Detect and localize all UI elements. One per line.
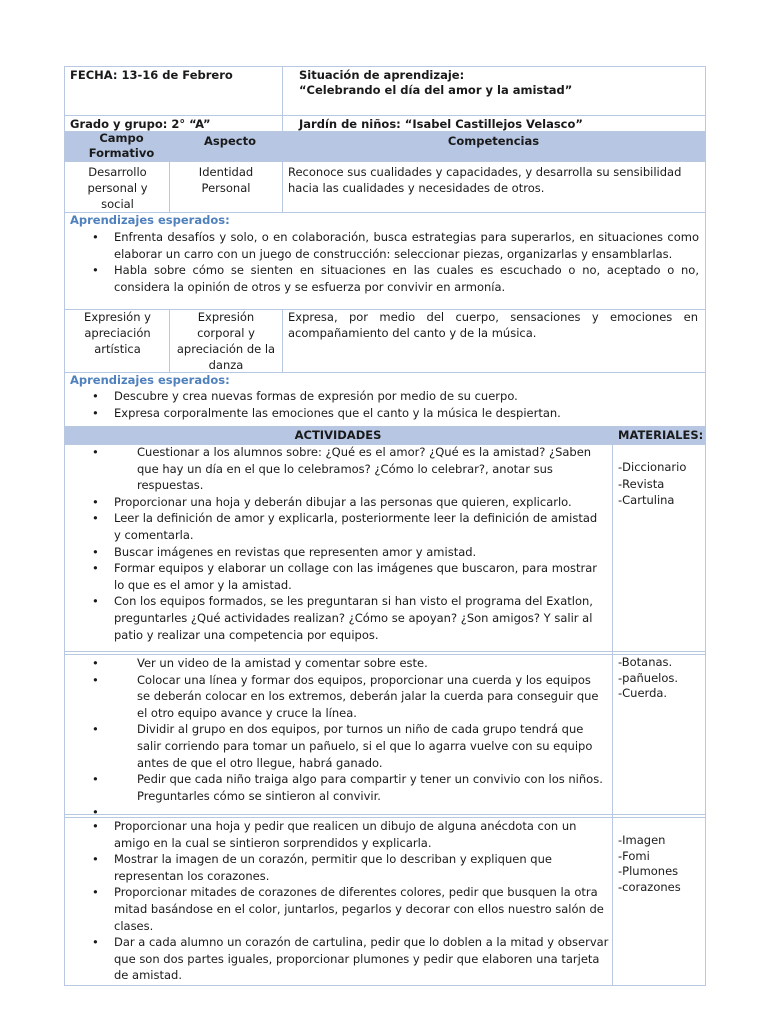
list-item: • Expresa corporalmente las emociones que el canto y la música le despiertan. (64, 405, 699, 422)
activities-list-3 (64, 818, 609, 984)
row2-aspecto: Expresión corporal y apreciación de la danza (176, 310, 276, 372)
list-item: • Proporcionar una hoja y pedir que realicen un dibujo de alguna anécdota con un amigo en la cual se sintieron sorprendidos y explicarla. (64, 818, 609, 851)
aprendizajes-label-1: Aprendizajes esperados: (70, 213, 230, 227)
material-item: -corazones (618, 879, 681, 894)
materials-list-1 (618, 459, 686, 509)
list-item: • Habla sobre cómo se sienten en situaciones en las cuales es escuchado o no, aceptado o no, considera la opinión de otros y se esfuerza por convivir en armonía. (64, 262, 699, 295)
fecha-label: FECHA: 13-16 de Febrero (70, 68, 233, 82)
activities-list-2 (64, 655, 604, 821)
aprendizajes-list-1 (64, 229, 699, 295)
aprendizajes-list-2 (64, 388, 699, 421)
list-item: • Buscar imágenes en revistas que representen amor y amistad. (64, 544, 604, 561)
activities-list-1 (64, 444, 604, 643)
col-actividades: ACTIVIDADES (294, 428, 382, 442)
jardin-name: Jardín de niños: “Isabel Castillejos Velasco” (299, 117, 583, 131)
list-item: • Formar equipos y elaborar un collage con las imágenes que buscaron, para mostrar lo que es el amor y la amistad. (64, 560, 604, 593)
list-item: • Cuestionar a los alumnos sobre: ¿Qué es el amor? ¿Qué es la amistad? ¿Saben que hay un día en el que lo celebramos? ¿Cómo lo celebrar?, anotar sus respuestas. (64, 444, 604, 494)
material-item: -Fomi (618, 848, 650, 863)
col-competencias: Competencias (447, 134, 540, 148)
col-campo-formativo: Campo Formativo (88, 131, 155, 160)
row1-aspecto: Identidad Personal (198, 165, 254, 195)
list-item: • Pedir que cada niño traiga algo para compartir y tener un convivio con los niños. Preguntarles cómo se sintieron al convivir. (64, 771, 604, 804)
material-item: -Cartulina (618, 493, 675, 507)
material-item: -Plumones (618, 864, 679, 878)
materials-list-3 (618, 833, 681, 895)
list-item: • Leer la definición de amor y explicarla, posteriormente leer la definición de amistad y comentarla. (64, 510, 604, 543)
list-item: • Proporcionar una hoja y deberán dibujar a las personas que quieren, explicarlo. (64, 494, 604, 511)
list-item: • Enfrenta desafíos y solo, o en colaboración, busca estrategias para superarlos, en situaciones como elaborar un carro con un juego de construcción: seleccionar piezas, organizarlas y ensamblarlas. (64, 229, 699, 262)
material-item: -Botanas. (618, 655, 673, 669)
col-aspecto: Aspecto (204, 134, 256, 148)
list-item: • Proporcionar mitades de corazones de diferentes colores, pedir que busquen la otra mitad basándose en el color, juntarlos, pegarlos y decorar con ellos nuestro salón de clases. (64, 884, 609, 934)
grado-grupo: Grado y grupo: 2° “A” (70, 117, 211, 131)
situacion-label: Situación de aprendizaje: (299, 68, 465, 82)
material-item: -Cuerda. (618, 686, 668, 700)
list-item: • Colocar una línea y formar dos equipos, proporcionar una cuerda y los equipos se deberán colocar en los extremos, deberán jalar la cuerda para conseguir que el otro equipo avance y cruce la línea. (64, 672, 604, 722)
row1-competencia: Reconoce sus cualidades y capacidades, y desarrolla su sensibilidad hacia las cualidades y necesidades de otros. (288, 165, 682, 195)
list-item: • Con los equipos formados, se les preguntaran si han visto el programa del Exatlon, preguntarles ¿Qué actividades realizan? ¿Cómo se apoyan? ¿Son amigos? Y salir al patio y realizar una competencia por equipos. (64, 593, 604, 643)
col-materiales: MATERIALES: (618, 428, 704, 442)
list-item: • Descubre y crea nuevas formas de expresión por medio de su cuerpo. (64, 388, 699, 405)
material-item: -pañuelos. (618, 670, 679, 685)
row2-competencia: Expresa, por medio del cuerpo, sensaciones y emociones en acompañamiento del canto y de la música. (288, 310, 698, 340)
material-item: -Diccionario (618, 460, 687, 474)
material-item: -Imagen (618, 833, 666, 847)
row1-campo: Desarrollo personal y social (87, 165, 148, 211)
situacion-title: “Celebrando el día del amor y la amistad” (299, 83, 573, 97)
list-item: • Dar a cada alumno un corazón de cartulina, pedir que lo doblen a la mitad y observar que son dos partes iguales, proporcionar plumones y pedir que elaboren una tarjeta de amistad. (64, 934, 609, 984)
materials-list-2 (618, 655, 678, 702)
list-item: • Mostrar la imagen de un corazón, permitir que lo describan y expliquen que representan los corazones. (64, 851, 609, 884)
material-item: -Revista (618, 476, 665, 491)
list-item: • Dividir al grupo en dos equipos, por turnos un niño de cada grupo tendrá que salir corriendo para tomar un pañuelo, si el que lo agarra vuelve con su equipo antes de que el otro llegue, habrá ganado. (64, 721, 604, 771)
list-item: • Ver un video de la amistad y comentar sobre este. (64, 655, 604, 672)
aprendizajes-label-2: Aprendizajes esperados: (70, 373, 230, 387)
row2-campo: Expresión y apreciación artística (84, 310, 151, 356)
